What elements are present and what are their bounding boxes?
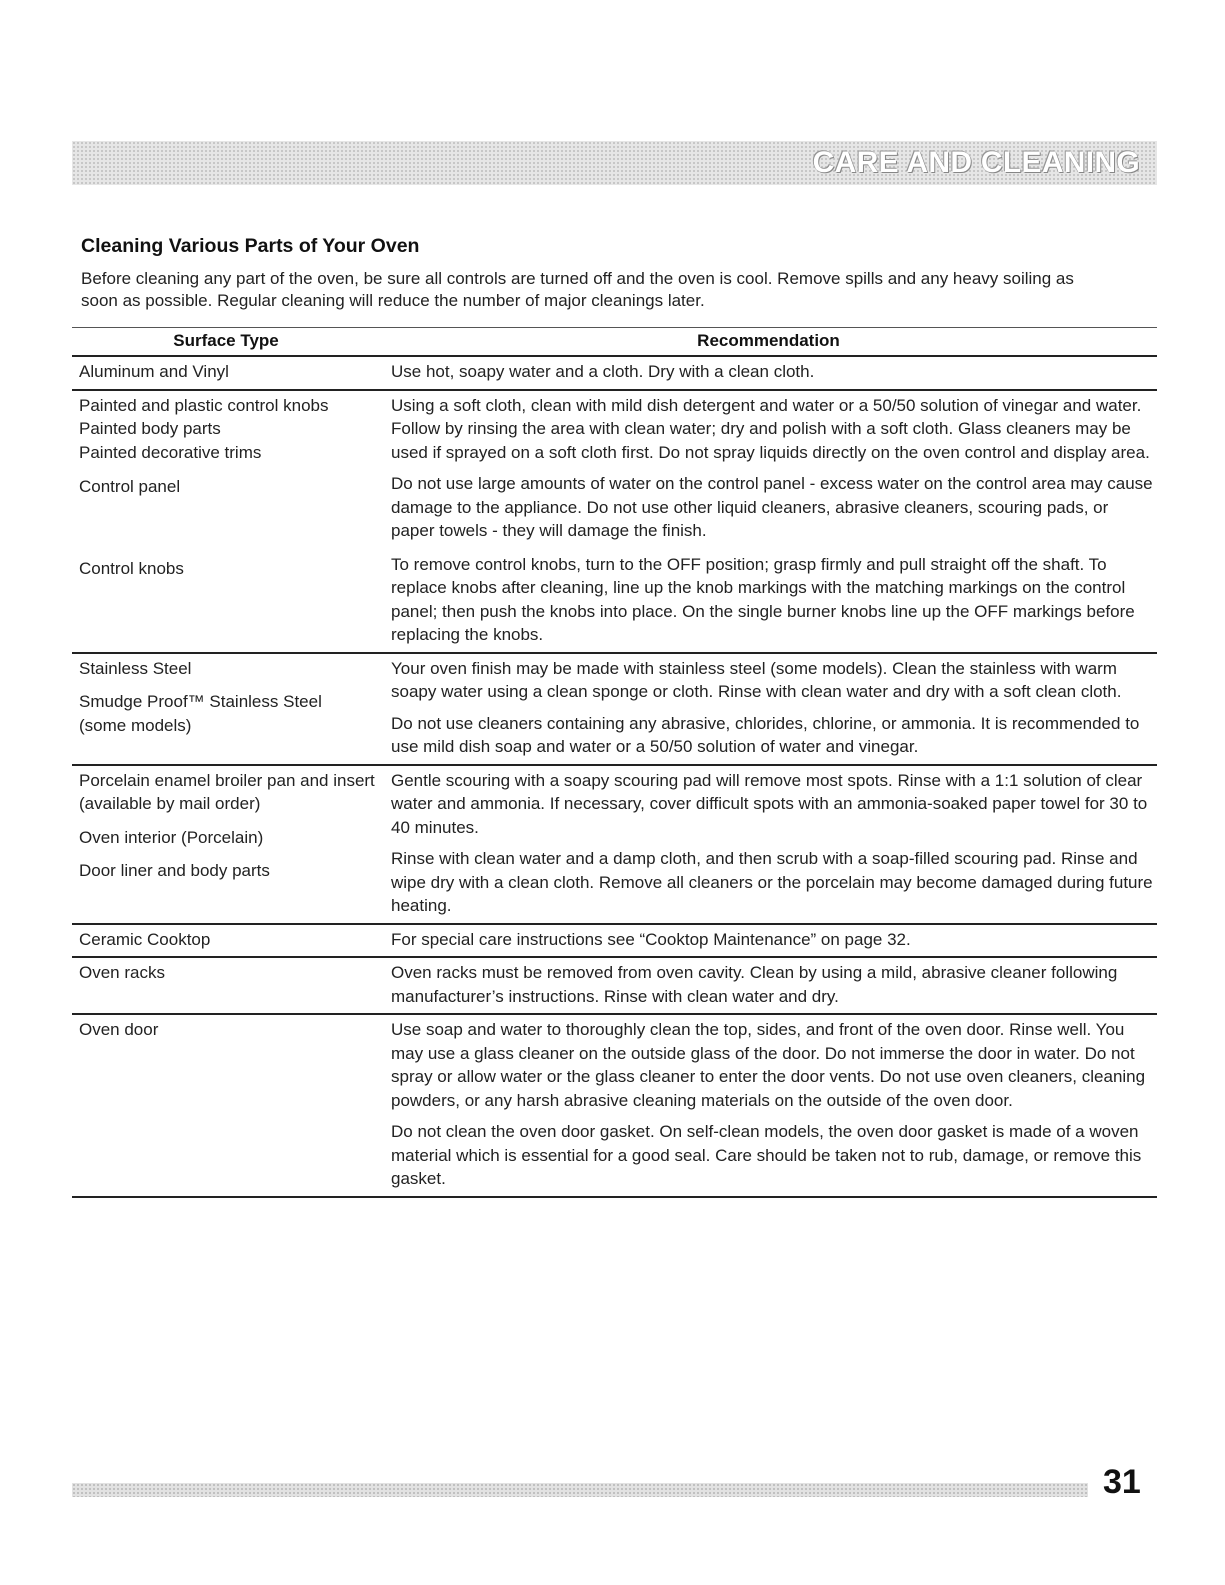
recommendation-text: Do not use cleaners containing any abrasive, chlorides, chlorine, or ammonia. It is recommended to use mild dish soap and water or a 50/50 solution of water and vinegar. bbox=[391, 713, 1140, 756]
surface-type: Oven door bbox=[79, 1020, 159, 1039]
surface-type: Control panel bbox=[79, 477, 181, 496]
column-header-surface-type: Surface Type bbox=[72, 328, 380, 357]
recommendation-cell bbox=[380, 1014, 1157, 1197]
surface-type: Oven interior (Porcelain) bbox=[79, 827, 264, 847]
surface-type: Smudge Proof™ Stainless Steel (some models) bbox=[79, 692, 322, 735]
recommendation-text: Using a soft cloth, clean with mild dish detergent and water or a 50/50 solution of vinegar and water. Follow by rinsing the area with clean water; dry and polish with a soft cloth. Glass cleaners may be used if sprayed on a soft cloth first. Do not spray liquids directly on the oven control and display area. bbox=[391, 395, 1150, 462]
recommendation-cell bbox=[380, 390, 1157, 653]
table-row bbox=[72, 653, 1157, 765]
surface-cell bbox=[72, 356, 380, 390]
recommendation-text: For special care instructions see “Cooktop Maintenance” on page 32. bbox=[391, 929, 911, 949]
intro-paragraph: Before cleaning any part of the oven, be sure all controls are turned off and the oven is cool. Remove spills and any heavy soiling as soon as possible. Regular cleaning will reduce the number of major cleanings later. bbox=[81, 269, 1074, 310]
surface-cell bbox=[72, 765, 380, 924]
recommendation-cell bbox=[380, 957, 1157, 1014]
surface-cell bbox=[72, 957, 380, 1014]
recommendation-cell bbox=[380, 653, 1157, 765]
table-row bbox=[72, 924, 1157, 958]
recommendation-text: Use hot, soapy water and a cloth. Dry with a clean cloth. bbox=[391, 362, 815, 381]
surface-type: Painted decorative trims bbox=[79, 442, 262, 462]
surface-type: Door liner and body parts bbox=[79, 861, 270, 880]
recommendation-cell bbox=[380, 356, 1157, 390]
surface-type: Control knobs bbox=[79, 558, 184, 578]
surface-type: Painted and plastic control knobs bbox=[79, 395, 329, 415]
footer-band bbox=[72, 1483, 1088, 1497]
care-table bbox=[72, 327, 1157, 1198]
surface-cell bbox=[72, 653, 380, 765]
surface-type: Ceramic Cooktop bbox=[79, 929, 211, 949]
recommendation-text: Use soap and water to thoroughly clean the top, sides, and front of the oven door. Rinse well. You may use a glass cleaner on the outside glass of the door. Do not immerse the door in water. Do not spray or allow water or the glass cleaner to enter the door vents. Do not use oven cleaners, cleaning powders, or any harsh abrasive cleaning materials on the outside of the oven door. bbox=[391, 1020, 1146, 1110]
main-content bbox=[72, 234, 1157, 1198]
table-header-row bbox=[72, 328, 1157, 357]
surface-cell bbox=[72, 924, 380, 958]
recommendation-text: Gentle scouring with a soapy scouring pad will remove most spots. Rinse with a 1:1 solution of clear water and ammonia. If necessary, cover difficult spots with an ammonia-soaked paper towel for 30 to 40 minutes. bbox=[391, 770, 1148, 837]
recommendation-text: Do not clean the oven door gasket. On self-clean models, the oven door gasket is made of a woven material which is essential for a good seal. Care should be taken not to rub, damage, or remove this gasket. bbox=[391, 1122, 1142, 1188]
recommendation-text: Rinse with clean water and a damp cloth, and then scrub with a soap-filled scouring pad. Rinse and wipe dry with a clean cloth. Remove all cleaners or the porcelain may become damaged during future heating. bbox=[391, 849, 1153, 915]
recommendation-text: Do not use large amounts of water on the control panel - excess water on the control area may cause damage to the appliance. Do not use other liquid cleaners, abrasive cleaners, scouring pads, or paper towels - they will damage the finish. bbox=[391, 474, 1153, 540]
section-header-band bbox=[72, 141, 1157, 185]
recommendation-cell bbox=[380, 765, 1157, 924]
surface-cell bbox=[72, 390, 380, 653]
table-row bbox=[72, 356, 1157, 390]
recommendation-text: Oven racks must be removed from oven cavity. Clean by using a mild, abrasive cleaner following manufacturer’s instructions. Rinse with clean water and dry. bbox=[391, 963, 1118, 1006]
table-row bbox=[72, 390, 1157, 653]
table-row bbox=[72, 957, 1157, 1014]
table-row bbox=[72, 765, 1157, 924]
recommendation-text: To remove control knobs, turn to the OFF position; grasp firmly and pull straight off the shaft. To replace knobs after cleaning, line up the knob markings with the matching markings on the control panel; then push the knobs into place. On the single burner knobs line up the OFF markings before replacing the knobs. bbox=[391, 554, 1135, 644]
surface-type: Oven racks bbox=[79, 963, 165, 982]
column-header-recommendation: Recommendation bbox=[380, 328, 1157, 357]
section-title: CARE AND CLEANING bbox=[812, 146, 1140, 179]
surface-type: Painted body parts bbox=[79, 419, 221, 438]
surface-cell bbox=[72, 1014, 380, 1197]
surface-type: Aluminum and Vinyl bbox=[79, 362, 229, 381]
page-heading: Cleaning Various Parts of Your Oven bbox=[81, 235, 420, 257]
page-number: 31 bbox=[1103, 1463, 1141, 1501]
surface-type: Porcelain enamel broiler pan and insert (available by mail order) bbox=[79, 770, 375, 813]
table-row bbox=[72, 1014, 1157, 1197]
surface-type: Stainless Steel bbox=[79, 658, 192, 678]
recommendation-text: Your oven finish may be made with stainless steel (some models). Clean the stainless with warm soapy water using a clean sponge or cloth. Rinse with clean water and dry with a soft clean cloth. bbox=[391, 658, 1122, 701]
recommendation-cell bbox=[380, 924, 1157, 958]
